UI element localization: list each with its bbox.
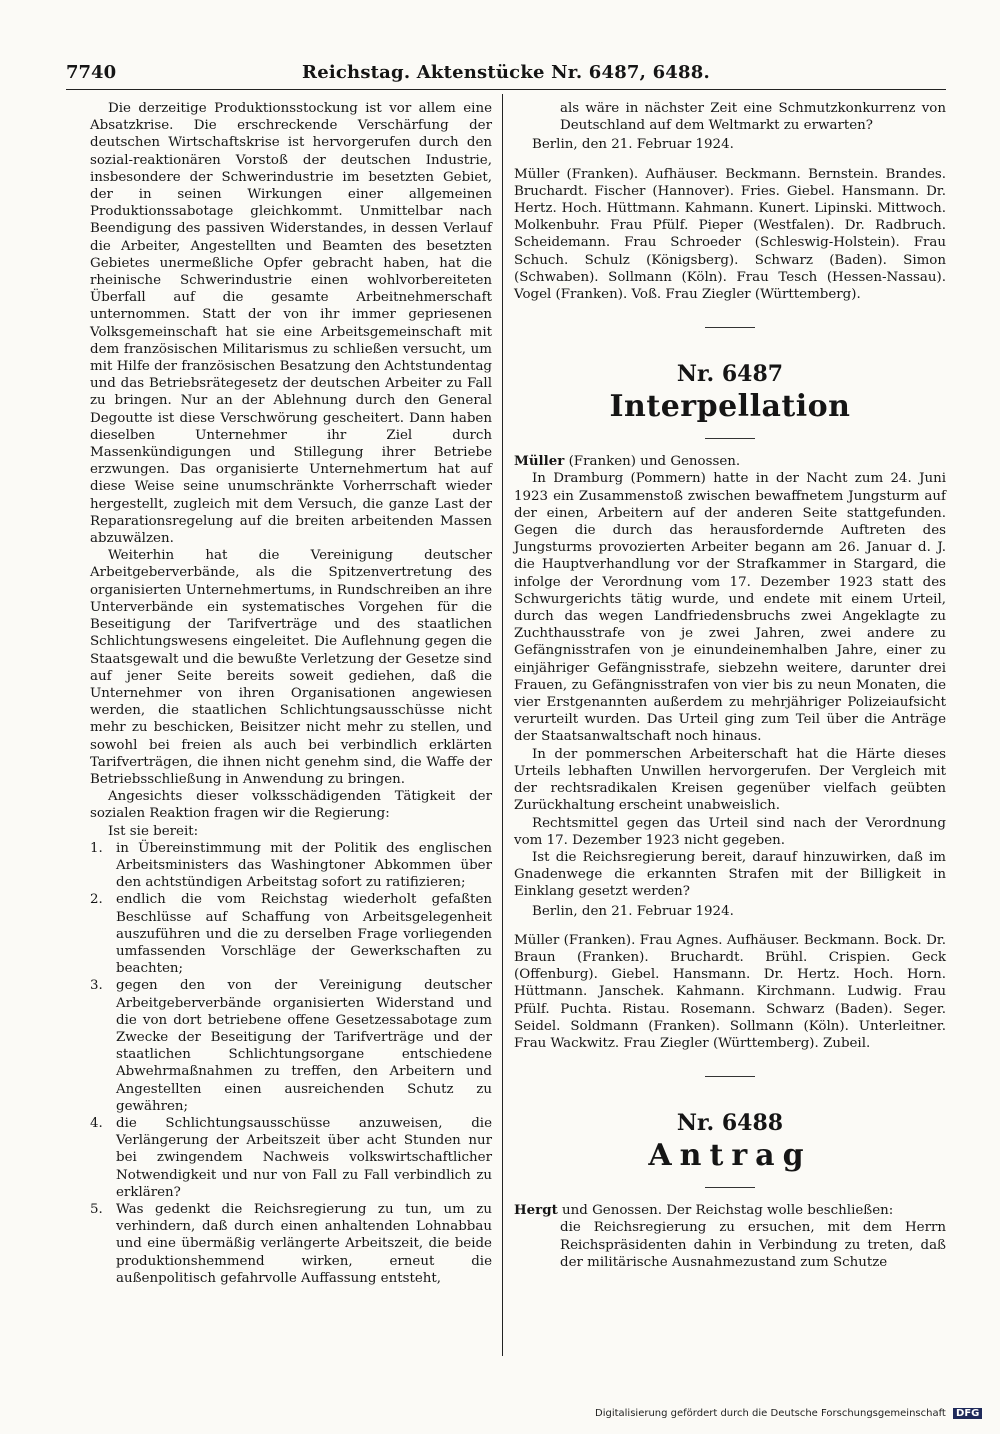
motion-text: die Reichsregierung zu ersuchen, mit dem Herrn Reichspräsidenten dahin in Verbindung zu treten, daß der militärische Ausnahmezustand zum Schutze xyxy=(560,1220,946,1270)
document-type: Antrag xyxy=(648,1138,812,1174)
continuation-text: als wäre in nächster Zeit eine Schmutzkonkurrenz von Deutschland auf dem Weltmarkt zu erwarten? xyxy=(560,101,946,134)
footer-text: Digitalisierung gefördert durch die Deutsche Forschungsgemeinschaft xyxy=(595,1408,946,1419)
right-column xyxy=(514,100,946,1271)
paragraph: Rechtsmittel gegen das Urteil sind nach der Verordnung vom 17. Dezember 1923 nicht gegeben. xyxy=(514,815,946,848)
section-rule xyxy=(705,438,755,439)
document-number: Nr. 6488 xyxy=(676,1110,784,1137)
date-line: Berlin, den 21. Februar 1924. xyxy=(532,137,734,153)
section-rule xyxy=(705,327,755,328)
item-number: 2. xyxy=(90,892,103,908)
list-item xyxy=(90,840,492,892)
page-number: 7740 xyxy=(66,62,117,83)
signatories: Müller (Franken). Frau Agnes. Aufhäuser. Beckmann. Bock. Dr. Braun (Franken). Bruchardt. Brühl. Crispien. Geck (Offenburg). Giebel. Hansmann. Dr. Hertz. Hoch. Horn. Hüttmann. Janschek. Kahmann. Kirchmann. Ludwig. Frau Pfülf. Puchta. Ristau. Rosemann. Schwarz (Baden). Seger. Seidel. Soldmann (Franken). Sollmann (Köln). Unterleitner. Frau Wackwitz. Frau Ziegler (Württemberg). Zubeil. xyxy=(514,932,946,1051)
list-item xyxy=(90,977,492,1115)
list-item xyxy=(90,1201,492,1287)
author-line xyxy=(514,453,946,470)
header-rule xyxy=(66,89,946,90)
document-number: Nr. 6487 xyxy=(676,361,784,388)
item-number: 1. xyxy=(90,840,103,856)
dfg-logo: DFG xyxy=(953,1408,982,1419)
column-divider xyxy=(502,94,503,1356)
author-name: Hergt xyxy=(514,1202,558,1219)
footer-credit xyxy=(595,1408,985,1419)
paragraph: Ist sie bereit: xyxy=(108,823,199,839)
item-text: Was gedenkt die Reichsregierung zu tun, um zu verhindern, daß durch einen anhaltenden Lohnabbau und eine übermäßig verlängerte Arbeitszeit, die beide produktionshemmend wirken, erneut die außenpolitisch gefahrvolle Auffassung entsteht, xyxy=(116,1202,492,1286)
paragraph: Die derzeitige Produktionsstockung ist vor allem eine Absatzkrise. Die erschreckende Verschärfung der deutschen Wirtschaftskrise ist hervorgerufen durch den sozial-reaktionären Vorstoß der deutschen Industrie, insbesondere der Schwerindustrie im besetzten Gebiet, der in seinen Wirkungen einer allgemeinen Produktionssabotage gleichkommt. Unmittelbar nach Beendigung des passiven Widerstandes, in dessen Verlauf die Arbeiter, Angestellten und Beamten des besetzten Gebietes unermeßliche Opfer gebracht haben, hat die rheinische Schwerindustrie einen wohlvorbereiteten Überfall auf die gesamte Arbeitnehmerschaft unternommen. Statt der von ihr immer gepriesenen Volksgemeinschaft hat sie eine Arbeitsgemeinschaft mit dem französischen Militarismus zu schließen versucht, um mit Hilfe der französischen Besatzung den Achtstundentag und das Betriebsrätegesetz der deutschen Arbeiter zu Fall zu bringen. Nur an der Ablehnung durch den General Degoutte ist diese Verschwörung gescheitert. Dann haben dieselben Unternehmer ihr Ziel durch Massenkündigungen und Stillegung ihrer Betriebe erzwungen. Das organisierte Unternehmertum hat auf diese Weise seine unumschränkte Vorherrschaft wieder hergestellt, zugleich mit dem Versuch, die ganze Last der Reparationsregelung auf die breiten arbeitenden Massen abzuwälzen. xyxy=(90,101,492,547)
list-item xyxy=(90,1115,492,1201)
paragraph: Angesichts dieser volksschädigenden Tätigkeit der sozialen Reaktion fragen wir die Regierung: xyxy=(90,789,492,822)
paragraph: In der pommerschen Arbeiterschaft hat die Härte dieses Urteils lebhaften Unwillen hervorgerufen. Der Vergleich mit der rechtsradikalen Kreisen gegenüber vielfach geübten Zurückhaltung erscheint unabweislich. xyxy=(514,746,946,814)
section-rule xyxy=(705,1187,755,1188)
paragraph: In Dramburg (Pommern) hatte in der Nacht zum 24. Juni 1923 ein Zusammenstoß zwischen bewaffnetem Jungsturm auf der einen, Arbeitern auf der anderen Seite stattgefunden. Gegen die durch das herausfordernde Auftreten des Jungsturms provozierten Arbeiter begann am 26. Januar d. J. die Hauptverhandlung vor der Strafkammer in Stargard, die infolge der Verordnung vom 17. Dezember 1923 statt des Schwurgerichts tätig wurde, und endete mit einem Urteil, durch das wegen Landfriedensbruchs zwei Angeklagte zu Zuchthausstrafe von je zwei Jahren, zwei andere zu Gefängnisstrafen von je einundeinemhalben Jahre, einer zu einjähriger Gefängnisstrafe, siebzehn weitere, darunter drei Frauen, zu Gefängnisstrafen von vier bis zu neun Monaten, die vier Erstgenannten außerdem zu mehrjähriger Polizeiaufsicht verurteilt wurden. Das Urteil ging zum Teil über die Anträge der Staatsanwaltschaft noch hinaus. xyxy=(514,471,946,745)
author-rest: (Franken) und Genossen. xyxy=(564,454,741,470)
page-title: Reichstag. Aktenstücke Nr. 6487, 6488. xyxy=(302,62,710,83)
page-header xyxy=(66,62,946,84)
author-name: Müller xyxy=(514,453,565,470)
author-rest: und Genossen. Der Reichstag wolle beschließen: xyxy=(557,1203,894,1219)
author-line xyxy=(514,1202,946,1219)
section-rule xyxy=(705,1076,755,1077)
item-number: 4. xyxy=(90,1115,103,1131)
item-text: endlich die vom Reichstag wiederholt gefaßten Beschlüsse auf Schaffung von Arbeitsgelegenheit auszuführen und die zu derselben Frage vorliegenden umfassenden Vorschläge der Gewerkschaften zu beachten; xyxy=(116,892,492,977)
paragraph: Ist die Reichsregierung bereit, darauf hinzuwirken, daß im Gnadenwege die erkannten Strafen mit der Billigkeit in Einklang gesetzt werden? xyxy=(514,849,946,900)
paragraph: Weiterhin hat die Vereinigung deutscher Arbeitgeberverbände, als die Spitzenvertretung des organisierten Unternehmertums, in Rundschreiben an ihre Unterverbände ein systematisches Vorgehen für die Beseitigung der Tarifverträge und des staatlichen Schlichtungswesens eingeleitet. Die Auflehnung gegen die Staatsgewalt und die bewußte Verletzung der Gesetze sind auf jener Seite bereits soweit gediehen, daß die Unternehmer von ihren Organisationen angewiesen werden, die staatlichen Schlichtungsausschüsse nicht mehr zu beschicken, Beisitzer nicht mehr zu stellen, und sowohl bei freien als auch bei verbindlich erklärten Tarifverträgen, die ihnen nicht genehm sind, die Waffe der Betriebsschließung in Anwendung zu bringen. xyxy=(90,548,492,787)
item-text: gegen den von der Vereinigung deutscher Arbeitgeberverbände organisierten Widerstand und die von dort betriebene offene Gesetzessabotage zum Zwecke der Beseitigung der Tarifverträge und der staatlichen Schlichtungsorgane entschiedene Abwehrmaßnahmen zu treffen, den Arbeitern und Angestellten einen ausreichenden Schutz zu gewähren; xyxy=(116,978,492,1114)
left-column xyxy=(90,100,492,1287)
document-type: Interpellation xyxy=(609,389,851,425)
list-item xyxy=(90,891,492,977)
date-line: Berlin, den 21. Februar 1924. xyxy=(532,903,734,919)
demands-list xyxy=(90,840,492,1287)
item-number: 3. xyxy=(90,978,103,994)
item-text: in Übereinstimmung mit der Politik des englischen Arbeitsministers das Washingtoner Abkommen über den achtstündigen Arbeitstag sofort zu ratifizieren; xyxy=(116,840,492,891)
item-number: 5. xyxy=(90,1202,103,1217)
signatories: Müller (Franken). Aufhäuser. Beckmann. Bernstein. Brandes. Bruchardt. Fischer (Hannover). Fries. Giebel. Hansmann. Dr. Hertz. Hoch. Hüttmann. Kahmann. Kunert. Lipinski. Mittwoch. Molkenbuhr. Frau Pfülf. Pieper (Westfalen). Dr. Radbruch. Scheidemann. Frau Schroeder (Schleswig-Holstein). Frau Schuch. Schulz (Königsberg). Schwarz (Baden). Simon (Schwaben). Sollmann (Köln). Frau Tesch (Hessen-Nassau). Vogel (Franken). Voß. Frau Ziegler (Württemberg). xyxy=(514,166,946,303)
item-text: die Schlichtungsausschüsse anzuweisen, die Verlängerung der Arbeitszeit über acht Stunden nur bei zwingendem Nachweis volkswirtschaftlicher Notwendigkeit und nur von Fall zu Fall verbindlich zu erklären? xyxy=(116,1115,492,1200)
